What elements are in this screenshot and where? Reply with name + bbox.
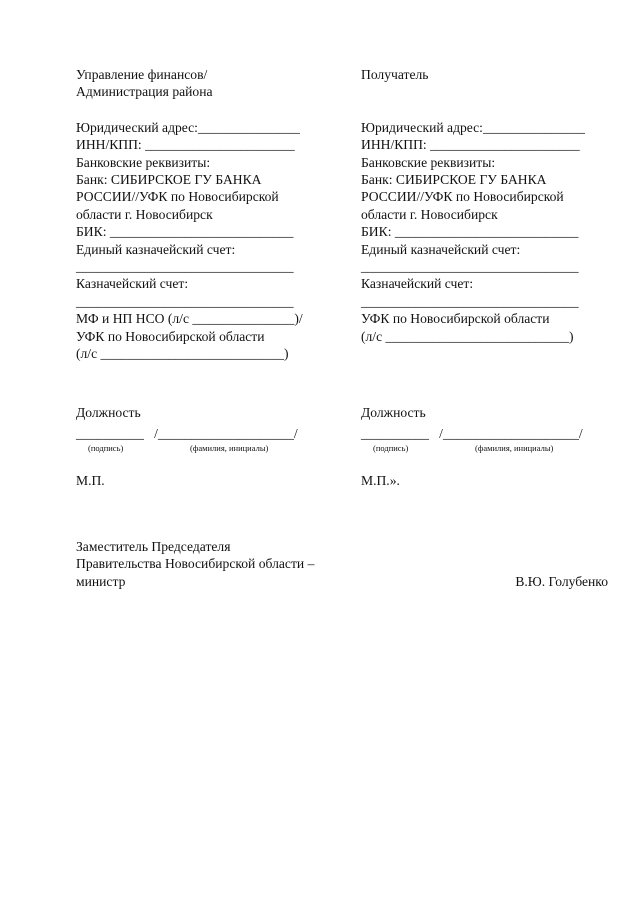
right-bank-line2: РОССИИ//УФК по Новосибирской	[361, 189, 564, 205]
right-unified-account-blank: ________________________________	[361, 259, 579, 275]
right-signature-line: __________ /____________________/	[361, 425, 583, 441]
right-treasury-account-label: Казначейский счет:	[361, 276, 474, 292]
left-title-line1: Управление финансов/	[76, 67, 208, 82]
footer-title-line3: министр	[76, 573, 126, 589]
left-legal-address: Юридический адрес:_______________	[76, 119, 300, 135]
footer-signatory-name: В.Ю. Голубенко	[515, 573, 608, 589]
right-caption-signature: (подпись)	[373, 443, 409, 454]
right-bik: БИК: ___________________________	[361, 224, 579, 240]
left-stamp-label: М.П.	[76, 473, 105, 489]
left-bank-line1: Банк: СИБИРСКОЕ ГУ БАНКА	[76, 172, 262, 188]
right-title-line1: Получатель	[361, 67, 429, 82]
left-recipient-line3: (л/с ___________________________)	[76, 346, 289, 362]
right-bank-line3: области г. Новосибирск	[361, 206, 498, 222]
right-party-block	[361, 66, 623, 490]
left-caption-name: (фамилия, инициалы)	[190, 443, 269, 454]
right-treasury-account-blank: ________________________________	[361, 293, 579, 309]
left-bank-line3: области г. Новосибирск	[76, 206, 213, 222]
left-position-label: Должность	[76, 404, 141, 420]
left-unified-account-label: Единый казначейский счет:	[76, 241, 236, 257]
left-party-block	[76, 66, 338, 490]
footer-signatory-block	[76, 538, 608, 590]
footer-signatory-row	[76, 573, 608, 590]
right-legal-address: Юридический адрес:_______________	[361, 119, 585, 135]
right-stamp-label: М.П.».	[361, 473, 400, 489]
right-bank-line1: Банк: СИБИРСКОЕ ГУ БАНКА	[361, 172, 547, 188]
right-caption-name: (фамилия, инициалы)	[475, 443, 554, 454]
left-title-line2: Администрация района	[76, 84, 213, 100]
right-recipient-line1: УФК по Новосибирской области	[361, 311, 550, 327]
right-unified-account-label: Единый казначейский счет:	[361, 241, 521, 257]
left-recipient-line2: УФК по Новосибирской области	[76, 328, 265, 344]
right-title-spacer	[361, 83, 623, 100]
footer-title-line2: Правительства Новосибирской области –	[76, 556, 315, 572]
right-recipient-line2: (л/с ___________________________)	[361, 328, 574, 344]
left-inn-kpp: ИНН/КПП: ______________________	[76, 137, 295, 153]
left-unified-account-blank: ________________________________	[76, 259, 294, 275]
right-inn-kpp: ИНН/КПП: ______________________	[361, 137, 580, 153]
left-treasury-account-label: Казначейский счет:	[76, 276, 189, 292]
left-bik: БИК: ___________________________	[76, 224, 294, 240]
right-recipient-spacer	[361, 345, 623, 362]
right-position-label: Должность	[361, 404, 426, 420]
left-recipient-line1: МФ и НП НСО (л/с _______________)/	[76, 311, 303, 327]
left-treasury-account-blank: ________________________________	[76, 293, 294, 309]
right-signature-captions	[361, 442, 623, 456]
left-signature-captions	[76, 442, 338, 456]
footer-title-line1: Заместитель Председателя	[76, 539, 231, 554]
left-bank-line2: РОССИИ//УФК по Новосибирской	[76, 189, 279, 205]
left-caption-signature: (подпись)	[88, 443, 124, 454]
left-signature-line: __________ /____________________/	[76, 425, 298, 441]
left-bank-details-label: Банковские реквизиты:	[76, 154, 211, 170]
right-bank-details-label: Банковские реквизиты:	[361, 154, 496, 170]
